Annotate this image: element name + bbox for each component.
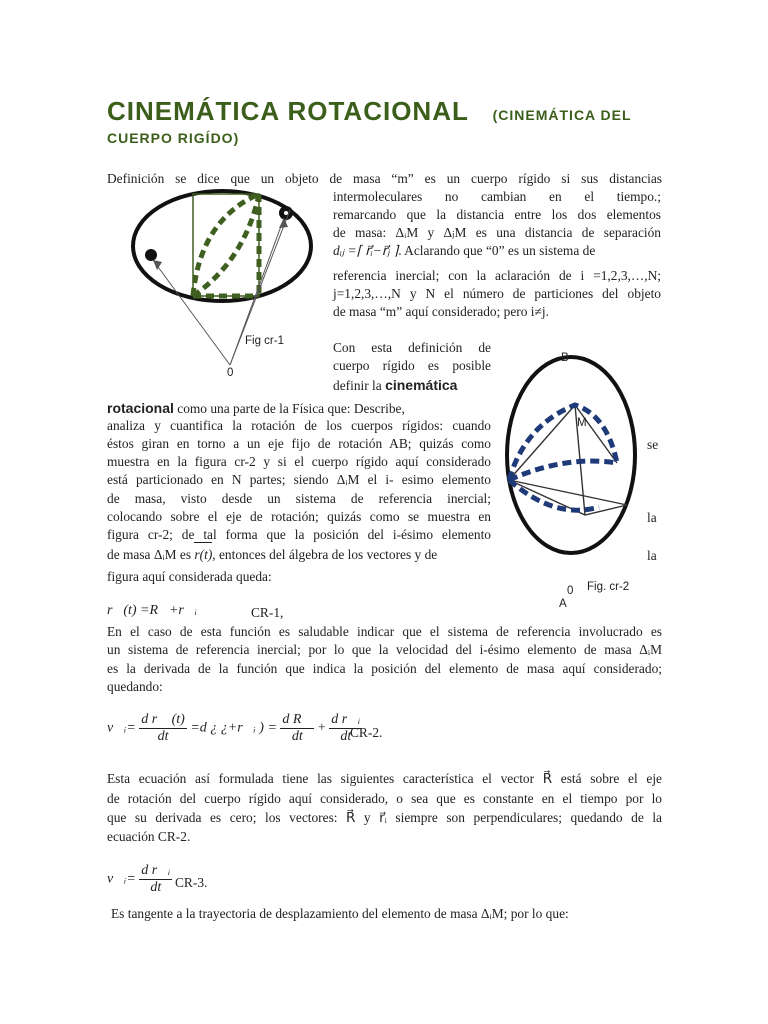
figure-cr1 bbox=[120, 180, 330, 380]
term-rotacional: rotacional bbox=[107, 400, 174, 416]
para3-line2: un sistema de referencia inercial; por lo que la velocidad del i-ésimo elemento de masa ΔᵢM bbox=[107, 642, 662, 657]
dij-expression: dᵢⱼ =⌈ r⃗ᵢ−r⃗ⱼ ⌉ bbox=[333, 243, 399, 258]
para1-line7: j=1,2,3,…,N y N el número de particiones del objeto bbox=[333, 286, 661, 301]
para2-line3 bbox=[333, 376, 491, 395]
para1-line6: referencia inercial; con la aclaración de i =1,2,3,…,N; bbox=[333, 268, 661, 283]
para2-line1: Con esta definición de bbox=[333, 340, 491, 355]
equation-cr1: r⃗(t) =R⃗+r⃗ᵢ bbox=[107, 603, 197, 618]
para2-line4-b: como una parte de la Física que: Describe, bbox=[173, 401, 405, 416]
title-sub-part2: CUERPO RIGÍDO) bbox=[107, 130, 240, 146]
eq2-fraction-2: $\frac{\text{d R⃗}}{dt}$ bbox=[282, 712, 313, 744]
para2-line3-a: definir la bbox=[333, 378, 382, 393]
equation-cr3-tag: CR-3. bbox=[175, 875, 208, 890]
para4-line1: Esta ecuación así formulada tiene las siguientes característica el vector R⃗ está sobre el eje bbox=[107, 771, 662, 786]
fig2-label-M: M bbox=[577, 417, 587, 429]
fig2-label: Fig. cr-2 bbox=[587, 581, 630, 593]
fig2-label-A: A bbox=[559, 598, 567, 610]
fig1-dashed-curves bbox=[193, 194, 259, 296]
equation-cr1-tag: CR-1, bbox=[251, 605, 284, 620]
para1-line2: intermoleculares no cambian en el tiempo.; bbox=[333, 189, 661, 204]
para2-line6: éstos giran en torno a un eje fijo de rotación AB; quizás como bbox=[107, 436, 491, 451]
equation-cr2: v⃗ᵢ= $\frac{\text{d r⃗ (t)}}{dt}$ =d ¿ ¿+r⃗ᵢ ) = $\frac{\text{d R⃗}}{dt}$ + $\frac{\text{d r⃗ᵢ}}{dt}$ bbox=[107, 712, 361, 744]
para2-line7: muestra en la figura cr-2 y si el cuerpo rígido aquí considerado bbox=[107, 454, 491, 469]
para2-right-se: se bbox=[647, 437, 659, 452]
para2-line12-a: de masa ΔᵢM es bbox=[107, 547, 192, 562]
para4-line2: de rotación del cuerpo rígido aquí considerado, o sea que es constante en el tiempo por lo bbox=[107, 791, 662, 806]
para1-line4: de masa: ΔᵢM y ΔⱼM es una distancia de separación bbox=[333, 225, 661, 240]
para2-line2: cuerpo rígido es posible bbox=[333, 358, 491, 373]
para2-line9: de masa, visto desde un sistema de referencia inercial; bbox=[107, 491, 491, 506]
fig1-mass-point-1 bbox=[145, 249, 157, 261]
para1-line1: Definición se dice que un objeto de masa “m” es un cuerpo rígido si sus distancias bbox=[107, 171, 662, 186]
para3-line4: quedando: bbox=[107, 679, 163, 694]
page-title bbox=[107, 96, 632, 127]
para2-line5: analiza y cuantifica la rotación de los cuerpos rígidos: cuando bbox=[107, 418, 491, 433]
para2-line4 bbox=[107, 399, 491, 418]
eq3-fraction: $\frac{\text{d r⃗ᵢ}}{dt}$ bbox=[141, 863, 171, 895]
fig1-label: Fig cr-1 bbox=[245, 335, 284, 347]
para4-line4: ecuación CR-2. bbox=[107, 829, 191, 844]
para1-line8: de masa “m” aquí considerado; pero i≠j. bbox=[333, 304, 549, 319]
para2-line12 bbox=[107, 546, 491, 564]
term-cinematica: cinemática bbox=[385, 377, 458, 393]
para2-line8: está particionado en N partes; siendo ΔᵢM el i- esimo elemento bbox=[107, 472, 491, 487]
equation-cr2-tag: CR-2. bbox=[350, 725, 383, 740]
fig1-rect bbox=[193, 194, 259, 296]
para2-line12-c: , entonces del álgebra de los vectores y de bbox=[212, 547, 438, 562]
title-sub-part1: (CINEMÁTICA DEL bbox=[492, 107, 632, 123]
fig2-dashed-orbits bbox=[509, 405, 617, 510]
para1-line5-rest: . Aclarando que “0” es un sistema de bbox=[398, 243, 596, 258]
position-vector-r-t: r(t) bbox=[194, 546, 212, 564]
fig2-label-B: B bbox=[561, 352, 569, 364]
eq2-fraction-3: $\frac{\text{d r⃗ᵢ}}{dt}$ bbox=[331, 712, 361, 744]
para3-line3: es la derivada de la función que indica la posición del elemento de masa aquí considerado; bbox=[107, 661, 662, 676]
para3-line1: En el caso de esta función es saludable indicar que el sistema de referencia involucrado es bbox=[107, 624, 662, 639]
para2-right-la2: la bbox=[647, 548, 657, 563]
fig2-origin: 0 bbox=[567, 585, 574, 597]
para4-line3: que su derivada es cero; los vectores: R⃗ y r⃗ᵢ siempre son perpendiculares; quedando de la bbox=[107, 810, 662, 825]
para5-line1: Es tangente a la trayectoria de desplazamiento del elemento de masa ΔᵢM; por lo que: bbox=[111, 906, 569, 921]
para2-line13: figura aquí considerada queda: bbox=[107, 569, 272, 584]
equation-cr3: v⃗ᵢ= $\frac{\text{d r⃗ᵢ}}{dt}$ bbox=[107, 863, 171, 895]
para1-line3: remarcando que la distancia entre los dos elementos bbox=[333, 207, 661, 222]
fig1-origin: 0 bbox=[227, 367, 234, 379]
para2-right-la1: la bbox=[647, 510, 657, 525]
para2-line11: figura cr-2; de tal forma que la posición del i-ésimo elemento bbox=[107, 527, 491, 542]
eq2-fraction-1: $\frac{\text{d r⃗ (t)}}{dt}$ bbox=[141, 712, 185, 744]
para2-line10: colocando sobre el eje de rotación; quizás como se muestra en bbox=[107, 509, 491, 524]
figure-cr2 bbox=[495, 345, 645, 610]
title-main: CINEMÁTICA ROTACIONAL bbox=[107, 96, 469, 126]
para1-line5 bbox=[333, 242, 661, 260]
